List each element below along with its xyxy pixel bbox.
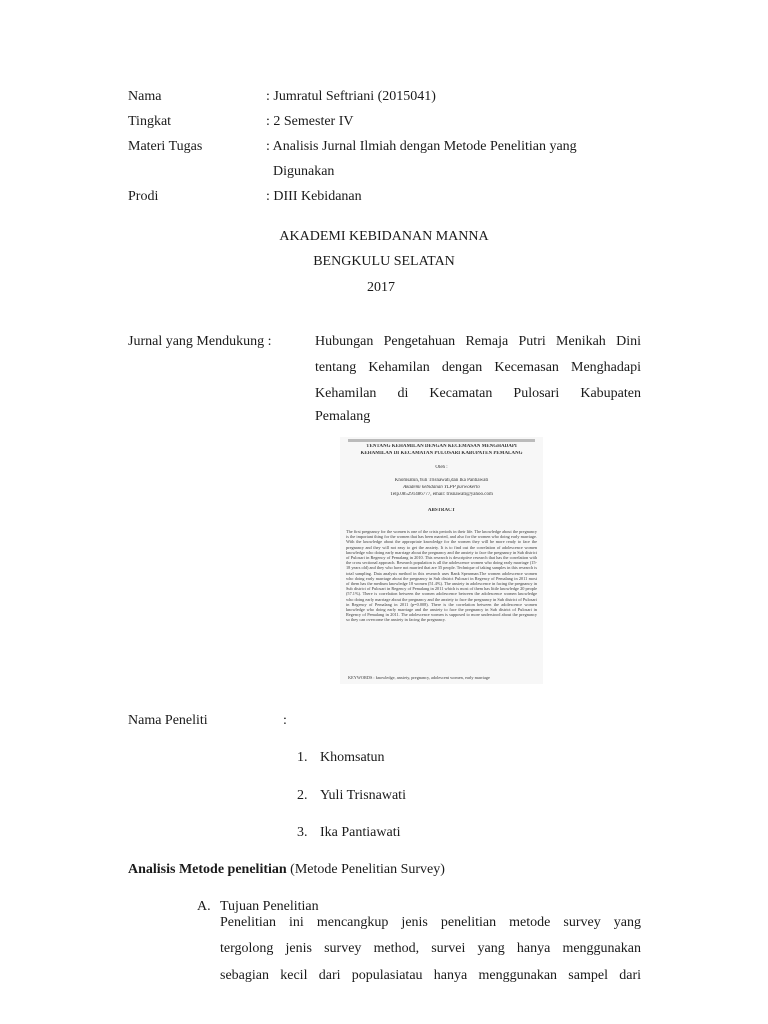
snippet-keywords: KEYWORDS : knowledge, anxiety, pregnancy, adolescent women, early marriage: [348, 675, 490, 680]
peneliti-num-2: 2.: [297, 788, 308, 803]
analisis-heading-rest: (Metode Penelitian Survey): [286, 862, 445, 877]
jurnal-title-line2: tentang Kehamilan dengan Kecemasan Menghadapi: [315, 360, 641, 375]
snippet-contact: Telp.085291486777, email: trisnawati@yahoo.com: [390, 492, 493, 497]
snippet-abstract-text: The first pregnancy for the women is one of the crisis periods in their life. The knowledge about the pregnancy is the important thing for the women that has been married, and also for the women who doing early marriage. With the knowledge about the appropriate knowledge for the women they will be more ready to face the pregnancy and they will not easy to get the anxiety. It is to find out the correlation of adolescence women knowledge who doing early marriage about the pregnancy and the anxiety to face the pregnancy in Sub district of Pulosari in Regency of Pemalang in 2010. This research is descriptive research that has the correlation with the cross sectional approach. Research population is all the adolescence women who doing early marriage (15-18 years old) and they who have not married that are 35 people. Technique of taking samples in this research is total sampling. Data analysis method in this research uses Rank Spearman.The women adolescence women who doing early marriage about the pregnancy in Sub district Pulosari in Regency of Pemalang in 2011 most of them has the medium knowledge 18 women (51.4%). The anxiety in adolescence in facing the pregnancy in Sub district of Pulosari in Regency of Pemalang in 2011 which is most of them has little knowledge 20 people (57.1%). There is correlation between the women adolescence between the adolescence women knowledge who doing early marriage about the pregnancy and the anxiety to face the pregnancy in Sub district of Pulosari in Regency of Pemalang in 2011 (p=0.008). There is the correlation between the adolescence women knowledge who doing early marriage and the anxiety to face the pregnancy in Sub district of Pulosari in Regency of Pemalang in 2011. The adolescence women is supposed to more understood about the pregnancy so they can overcome the anxiety in facing the pregnancy.: [346, 529, 537, 623]
prodi-value: : DIII Kebidanan: [266, 189, 362, 204]
institution-location: BENGKULU SELATAN: [313, 254, 455, 269]
jurnal-title-line3: Kehamilan di Kecamatan Pulosari Kabupaten: [315, 386, 641, 401]
snippet-authors: Khomsatun,Yuli Trisnawati,dan Ika Pantiawati: [394, 478, 489, 483]
peneliti-label: Nama Peneliti: [128, 713, 208, 728]
prodi-label: Prodi: [128, 189, 159, 204]
snippet-oleh: Oleh :: [435, 465, 448, 470]
peneliti-name-2: Yuli Trisnawati: [320, 788, 406, 803]
tingkat-value: : 2 Semester IV: [266, 114, 354, 129]
cropped-title-bar: [348, 439, 535, 442]
analisis-heading: [128, 861, 445, 879]
peneliti-colon: :: [283, 713, 287, 728]
institution-year: 2017: [367, 280, 395, 295]
materi-value-line1: : Analisis Jurnal Ilmiah dengan Metode Penelitian yang: [266, 139, 577, 154]
section-a-letter: A.: [197, 899, 211, 914]
nama-value: : Jumratul Seftriani (2015041): [266, 89, 436, 104]
tingkat-label: Tingkat: [128, 114, 172, 129]
jurnal-title-line4: Pemalang: [315, 409, 371, 424]
peneliti-num-3: 3.: [297, 825, 308, 840]
section-a-line3: sebagian kecil dari populasiatau hanya menggunakan sampel dari: [220, 968, 641, 983]
journal-abstract-image: [340, 437, 543, 684]
materi-label: Materi Tugas: [128, 139, 203, 154]
peneliti-num-1: 1.: [297, 750, 308, 765]
peneliti-name-1: Khomsatun: [320, 750, 385, 765]
jurnal-title-line1: Hubungan Pengetahuan Remaja Putri Menikah Dini: [315, 334, 641, 349]
section-a-line1: Penelitian ini mencangkup jenis penelitian metode survey yang: [220, 915, 641, 930]
section-a-line2: tergolong jenis survey method, survei yang hanya menggunakan: [220, 941, 641, 956]
snippet-title-line1: TENTANG KEHAMILAN DENGAN KECEMASAN MENGHADAPI: [366, 444, 517, 449]
nama-label: Nama: [128, 89, 162, 104]
snippet-title-line2: KEHAMILAN DI KECAMATAN PULOSARI KABUPATEN PEMALANG: [360, 451, 523, 456]
materi-value-line2: Digunakan: [273, 164, 335, 179]
analisis-heading-bold: Analisis Metode penelitian: [128, 862, 287, 877]
institution-name: AKADEMI KEBIDANAN MANNA: [279, 229, 489, 244]
peneliti-name-3: Ika Pantiawati: [320, 825, 401, 840]
section-a-title: Tujuan Penelitian: [220, 899, 319, 914]
jurnal-label: Jurnal yang Mendukung :: [128, 334, 272, 349]
snippet-affiliation: Akademi kebidanan YLPP purwokerto: [403, 485, 480, 490]
snippet-abstract-heading: ABSTRACT: [427, 508, 456, 513]
